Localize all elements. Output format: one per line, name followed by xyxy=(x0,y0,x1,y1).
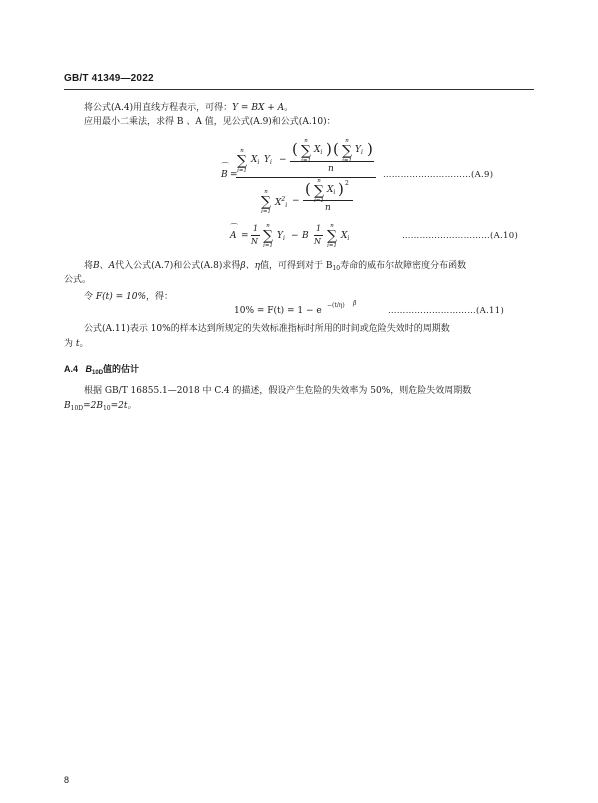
sum-lower-limit: i=1 xyxy=(237,168,247,174)
paragraph-substitute-line2: 公式。 xyxy=(64,275,92,285)
fraction-bar xyxy=(251,235,260,236)
paragraph-text: 。 xyxy=(284,103,294,113)
paragraph-let: 令 F(t) = 10%，得： xyxy=(84,292,174,302)
left-paren: ( xyxy=(305,180,311,198)
fraction-bar xyxy=(290,161,374,162)
paragraph-b10d: 根据 GB/T 16855.1—2018 中 C.4 的描述，假设产生危险的失效率为 50%，则危险失效周期数 xyxy=(84,386,472,396)
right-paren: ) xyxy=(338,180,344,198)
right-paren: ) xyxy=(326,140,332,158)
denominator-n: n xyxy=(328,164,334,174)
b-hat-symbol: B xyxy=(221,170,228,180)
minus-sign: − xyxy=(292,196,300,206)
left-paren: ( xyxy=(292,140,298,158)
fraction-bar xyxy=(314,235,323,236)
paragraph-text: 将公式(A.4)用直线方程表示，可得： xyxy=(84,103,233,113)
sum-operator: n ∑ i=1 xyxy=(261,189,271,215)
sum-operator: n ∑ i=1 xyxy=(342,138,352,164)
paragraph-b10d-line2: $B_{10D}=2B_{10}=2t$。 xyxy=(64,401,137,412)
hat-mark: ⌒ xyxy=(230,223,238,232)
equation-number-a9: …………………………(A.9) xyxy=(383,170,494,180)
fraction-numerator: 1 xyxy=(253,224,259,233)
section-number: A.4 xyxy=(64,364,79,374)
paragraph-substitute: 将B、A代入公式(A.7)和公式(A.8)求得β、η值，可得到对于 $B_{10}$寿命的威布尔故障密度分布函数 xyxy=(84,261,467,272)
a-hat-symbol: A xyxy=(230,231,237,241)
fraction-denominator: N xyxy=(314,237,321,246)
term-x: $X_i$ xyxy=(251,155,260,166)
equals-sign: = xyxy=(241,231,249,241)
main-fraction-bar xyxy=(236,177,376,178)
equation-number-a11: …………………………(A.11) xyxy=(388,306,505,316)
equation-a11-body: 10% = F(t) = 1 − e xyxy=(234,306,322,316)
line-equation: Y = BX + A xyxy=(232,103,285,113)
fraction-numerator: 1 xyxy=(316,224,322,233)
hat-mark: ⌒ xyxy=(221,162,229,171)
left-paren: ( xyxy=(333,140,339,158)
paragraph-explanation-line2: 为 t。 xyxy=(64,339,89,349)
fraction-bar xyxy=(303,200,353,201)
sigma-icon: ∑ xyxy=(237,153,247,169)
term-x: $X_i$ xyxy=(314,145,323,156)
paragraph-explanation: 公式(A.11)表示 10%的样本达到所规定的失效标准指标时所用的时间或危险失效时的周期数 xyxy=(84,324,450,334)
paragraph-least-squares: 应用最小二乘法，求得 B 、A 值，见公式(A.9)和公式(A.10)： xyxy=(84,117,336,127)
sum-operator xyxy=(236,148,248,175)
denominator-n: n xyxy=(325,203,331,213)
standard-code: GB/T 41349—2022 xyxy=(64,73,154,84)
term-y: $Y_i$ xyxy=(264,155,272,166)
sum-upper-limit: n xyxy=(240,148,244,154)
sum-operator: n ∑ i=1 xyxy=(327,223,337,249)
b-symbol: B xyxy=(302,231,309,241)
minus-sign: − xyxy=(291,231,299,241)
sum-operator: n ∑ i=1 xyxy=(314,178,324,204)
a-hat-inline: A xyxy=(108,261,116,271)
equation-number-a10: …………………………(A.10) xyxy=(402,231,519,241)
sum-operator: n ∑ i=1 xyxy=(263,223,273,249)
term-x: $X_i$ xyxy=(327,185,336,196)
term-y: $Y_i$ xyxy=(355,145,363,156)
fraction-denominator: N xyxy=(251,237,258,246)
minus-sign: − xyxy=(279,155,287,165)
sum-operator: n ∑ i=1 xyxy=(301,138,311,164)
beta-eta-inline: β、η xyxy=(240,261,260,271)
exponent-2: 2 xyxy=(345,180,349,187)
equation-a11-beta: β xyxy=(353,300,357,307)
paragraph-line-fit xyxy=(84,101,293,115)
equation-a11-exponent: −(t/η) xyxy=(327,302,345,309)
equals-sign: = xyxy=(230,170,238,180)
header-rule xyxy=(64,89,534,90)
term-x: $X_i$ xyxy=(341,231,350,242)
b-hat-inline: B xyxy=(93,261,100,271)
section-heading-a4: A.4 $B_{10D}$值的估计 xyxy=(64,364,140,376)
right-paren: ) xyxy=(367,140,373,158)
page-number: 8 xyxy=(64,775,70,785)
term-x-squared: $X^2_i$ xyxy=(275,196,288,209)
term-y: $Y_i$ xyxy=(277,231,285,242)
